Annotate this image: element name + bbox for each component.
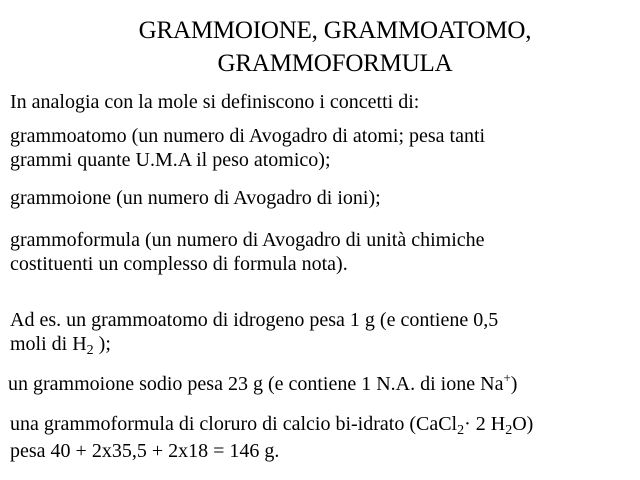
example-calcium-suffix: O) xyxy=(512,413,534,435)
example-sodium-suffix: ) xyxy=(510,373,518,395)
example-hydrogen-suffix: ); xyxy=(93,333,111,355)
example-hydrogen-line-1: Ad es. un grammoatomo di idrogeno pesa 1 g (e contiene 0,5 xyxy=(10,309,499,331)
grammoione-definition xyxy=(10,186,638,210)
intro-paragraph xyxy=(10,90,638,114)
example-hydrogen-line-2 xyxy=(10,332,638,359)
grammoione-text: grammoione (un numero di Avogadro di ioni); xyxy=(10,187,381,209)
example-sodium-line xyxy=(8,372,636,398)
grammoatomo-line-2: grammi quante U.M.A il peso atomico); xyxy=(10,149,331,171)
example-calcium-line-1 xyxy=(10,412,638,439)
grammoatomo-line-1: grammoatomo (un numero di Avogadro di atomi; pesa tanti xyxy=(10,125,486,147)
example-sodium-text: un grammoione sodio pesa 23 g (e contiene 1 N.A. di ione Na xyxy=(8,373,504,395)
example-calcium-prefix: una grammoformula di cloruro di calcio bi-idrato (CaCl xyxy=(10,413,458,435)
subscript-2-h: 2 xyxy=(505,423,513,438)
example-calcium-mid: · 2 H xyxy=(464,413,506,435)
example-calcium-line-2: pesa 40 + 2x35,5 + 2x18 = 146 g. xyxy=(10,440,280,462)
example-hydrogen xyxy=(10,308,638,359)
slide-title xyxy=(0,14,640,80)
grammoformula-definition xyxy=(10,228,638,276)
grammoformula-line-2: costituenti un complesso di formula nota). xyxy=(10,253,348,275)
title-line-1: GRAMMOIONE, GRAMMOATOMO, xyxy=(138,17,532,44)
title-line-2: GRAMMOFORMULA xyxy=(217,50,453,77)
example-hydrogen-prefix: moli di H xyxy=(10,333,87,355)
subscript-2: 2 xyxy=(86,343,94,358)
superscript-plus: + xyxy=(503,370,511,385)
grammoatomo-definition xyxy=(10,124,638,172)
example-sodium xyxy=(8,372,636,398)
grammoformula-line-1: grammoformula (un numero di Avogadro di unità chimiche xyxy=(10,229,485,251)
subscript-2-cl: 2 xyxy=(457,423,465,438)
example-calcium-chloride xyxy=(10,412,638,463)
intro-text: In analogia con la mole si definiscono i concetti di: xyxy=(10,91,420,113)
